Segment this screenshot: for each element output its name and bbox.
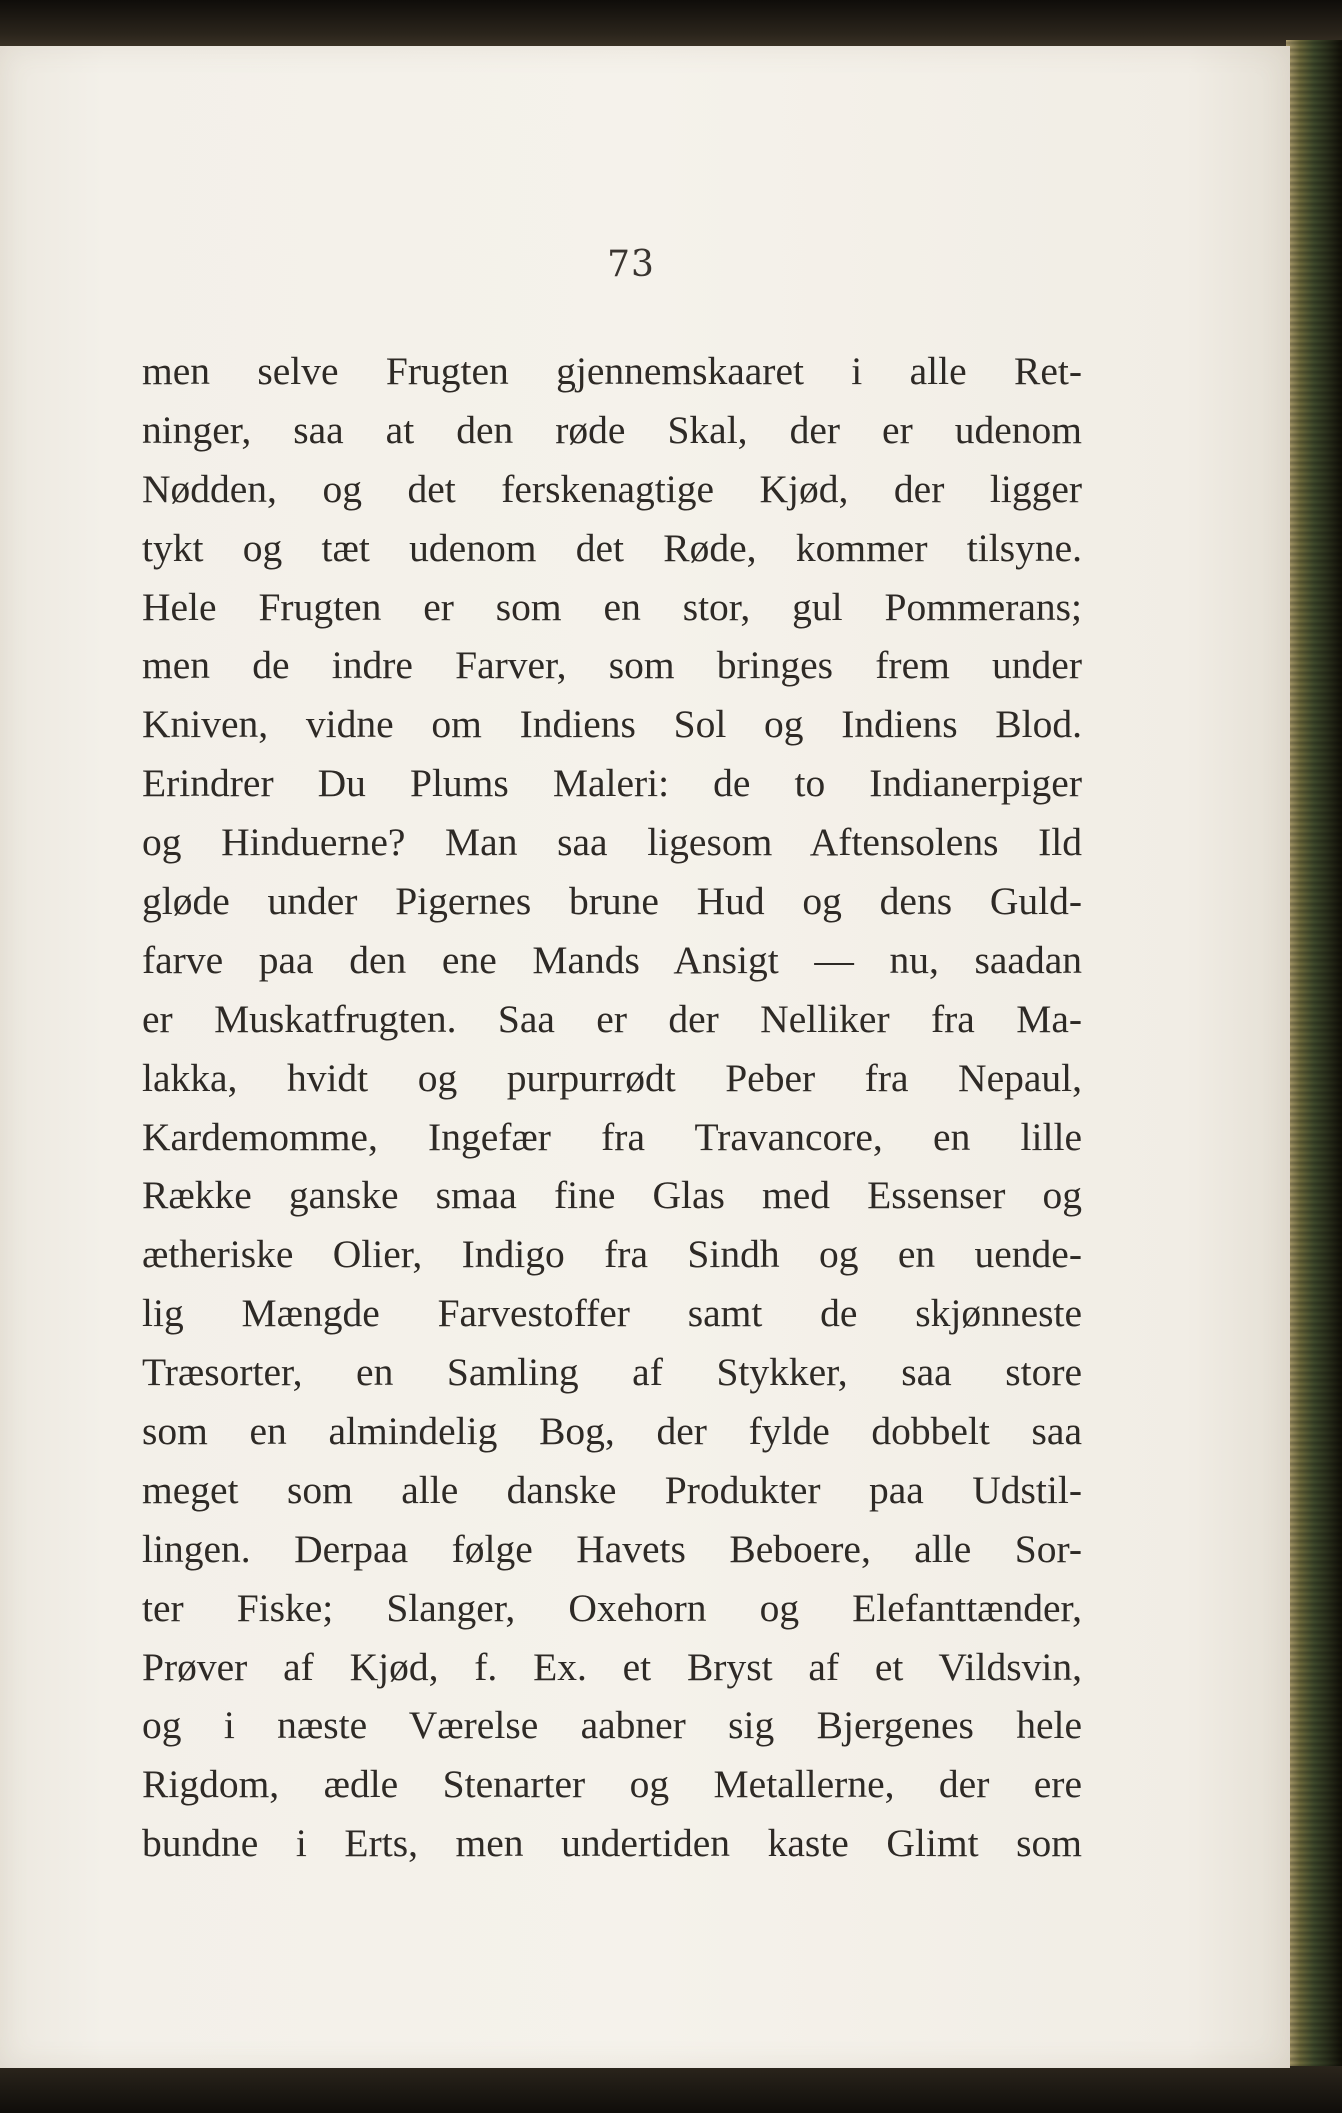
text-line: Kniven, vidne om Indiens Sol og Indiens Blod. (142, 702, 1082, 747)
text-line: tykt og tæt udenom det Røde, kommer tilsyne. (142, 525, 1082, 570)
text-line: ter Fiske; Slanger, Oxehorn og Elefanttænder, (142, 1585, 1082, 1630)
book-fore-edge (1286, 40, 1342, 2113)
text-line: gløde under Pigernes brune Hud og dens Guld- (142, 879, 1082, 924)
scan-top-edge (0, 0, 1342, 48)
text-line: ætheriske Olier, Indigo fra Sindh og en uende- (142, 1232, 1082, 1277)
text-line: Kardemomme, Ingefær fra Travancore, en lille (142, 1114, 1082, 1159)
text-line: bundne i Erts, men undertiden kaste Glimt som (142, 1821, 1082, 1866)
scan-bottom-edge (0, 2066, 1342, 2113)
body-text (142, 342, 1082, 1873)
text-line: farve paa den ene Mands Ansigt — nu, saadan (142, 937, 1082, 982)
text-line: lingen. Derpaa følge Havets Beboere, alle Sor- (142, 1526, 1082, 1571)
text-line: Nødden, og det ferskenagtige Kjød, der ligger (142, 466, 1082, 511)
text-line: Erindrer Du Plums Maleri: de to Indianerpiger (142, 761, 1082, 806)
text-line: er Muskatfrugten. Saa er der Nelliker fra Ma- (142, 996, 1082, 1041)
text-line: men selve Frugten gjennemskaaret i alle Ret- (142, 349, 1082, 393)
text-line: meget som alle danske Produkter paa Udstil- (142, 1467, 1082, 1512)
text-line: men de indre Farver, som bringes frem under (142, 643, 1082, 688)
text-line: lig Mængde Farvestoffer samt de skjønneste (142, 1291, 1082, 1336)
text-line: som en almindelig Bog, der fylde dobbelt saa (142, 1409, 1082, 1454)
text-line: Hele Frugten er som en stor, gul Pommerans; (142, 584, 1082, 629)
text-line: ninger, saa at den røde Skal, der er udenom (142, 407, 1082, 452)
book-page (0, 46, 1290, 2068)
text-line: lakka, hvidt og purpurrødt Peber fra Nepaul, (142, 1055, 1082, 1100)
text-line: Prøver af Kjød, f. Ex. et Bryst af et Vildsvin, (142, 1644, 1082, 1689)
text-line: og Hinduerne? Man saa ligesom Aftensolens Ild (142, 820, 1082, 865)
text-line: og i næste Værelse aabner sig Bjergenes hele (142, 1703, 1082, 1748)
text-line: Række ganske smaa fine Glas med Essenser og (142, 1173, 1082, 1218)
page-number: 73 (607, 244, 655, 285)
text-line: Rigdom, ædle Stenarter og Metallerne, der ere (142, 1762, 1082, 1807)
text-line: Træsorter, en Samling af Stykker, saa store (142, 1350, 1082, 1395)
